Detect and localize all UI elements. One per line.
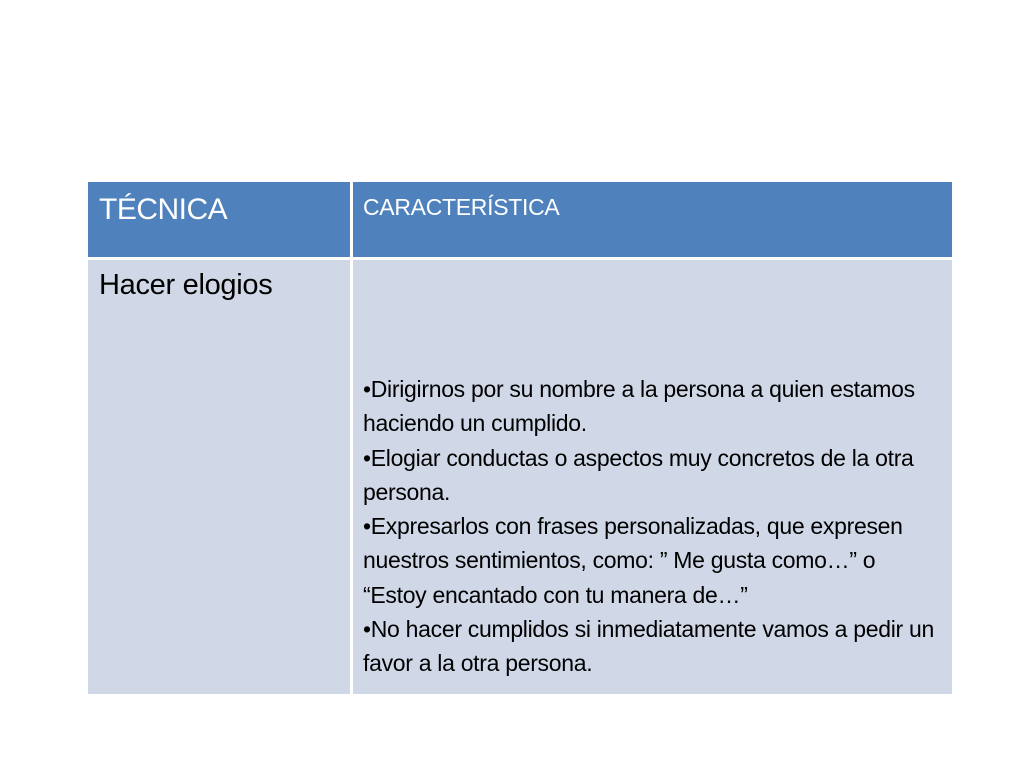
caracteristica-item: •Dirigirnos por su nombre a la persona a quien estamos haciendo un cumplido. bbox=[363, 376, 915, 437]
tecnica-name: Hacer elogios bbox=[99, 269, 273, 301]
body-cell-caracteristica bbox=[353, 260, 952, 694]
caracteristica-item: •No hacer cumplidos si inmediatamente vamos a pedir un favor a la otra persona. bbox=[363, 616, 934, 677]
caracteristica-item: •Elogiar conductas o aspectos muy concretos de la otra persona. bbox=[363, 444, 914, 505]
header-tecnica-label: TÉCNICA bbox=[99, 193, 228, 226]
tecnica-table bbox=[88, 182, 952, 694]
header-caracteristica-label: CARACTERÍSTICA bbox=[363, 194, 560, 220]
header-cell-caracteristica bbox=[353, 182, 952, 257]
body-cell-tecnica bbox=[88, 260, 350, 694]
caracteristica-list bbox=[363, 372, 938, 681]
caracteristica-item: •Expresarlos con frases personalizadas, que expresen nuestros sentimientos, como: ” Me gusta como…” o “Estoy encantado con tu manera de…” bbox=[363, 513, 903, 608]
header-cell-tecnica bbox=[88, 182, 350, 257]
